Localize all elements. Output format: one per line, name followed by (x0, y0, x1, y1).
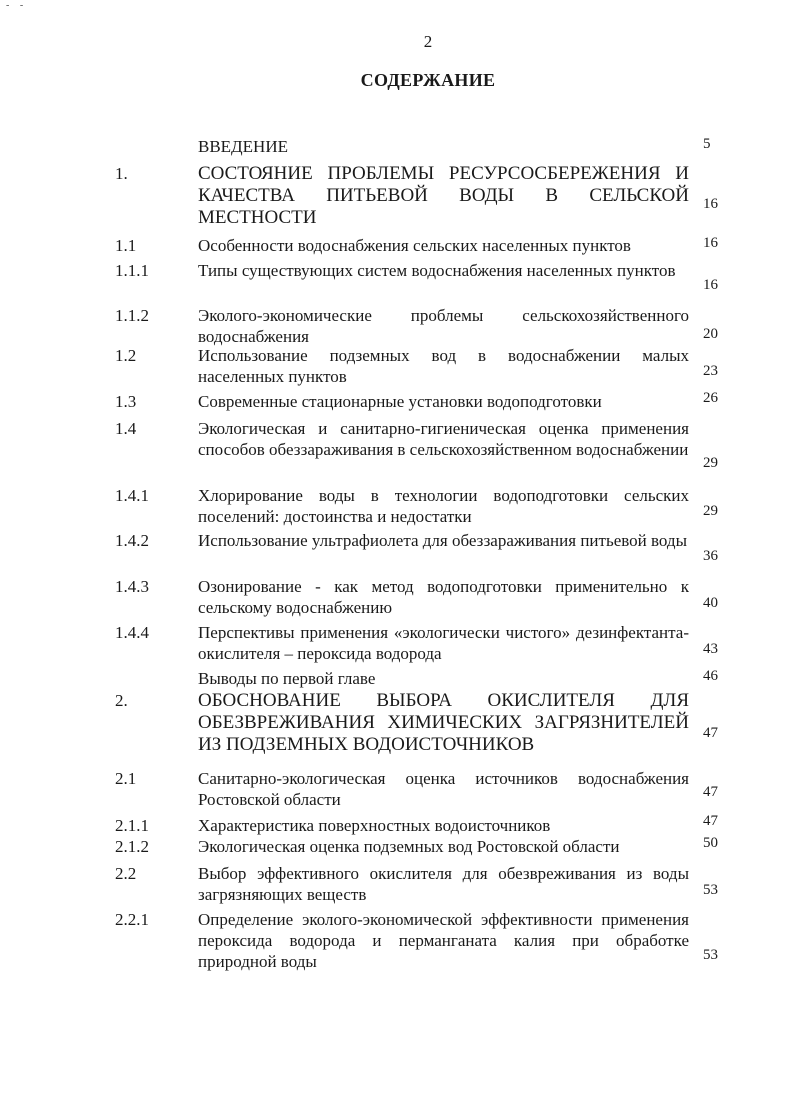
toc-entry-title: Типы существующих систем водоснабжения населенных пунктов (198, 261, 676, 280)
page-number: 2 (423, 32, 433, 51)
toc-entry-number: 2.2.1 (115, 910, 149, 929)
toc-entry-page: 40 (703, 595, 718, 611)
toc-entry-title: Использование подземных вод в водоснабжении малых населенных пунктов (198, 346, 689, 386)
toc-entry-page: 43 (703, 641, 718, 657)
page-title: СОДЕРЖАНИЕ (360, 70, 496, 90)
toc-entry-number: 2.1 (115, 769, 137, 788)
toc-entry-title: Характеристика поверхностных водоисточников (198, 816, 551, 835)
toc-entry-title: ОБОСНОВАНИЕ ВЫБОРА ОКИСЛИТЕЛЯ ДЛЯ ОБЕЗВРЕЖИВАНИЯ ХИМИЧЕСКИХ ЗАГРЯЗНИТЕЛЕЙ ИЗ ПОДЗЕМНЫХ ВОДОИСТОЧНИКОВ (198, 690, 689, 755)
toc-entry-page: 47 (703, 725, 718, 741)
toc-entry-number: 2. (115, 691, 128, 710)
toc-entry-number: 2.2 (115, 864, 137, 883)
toc-entry-page: 47 (703, 784, 718, 800)
toc-entry-number: 2.1.1 (115, 816, 149, 835)
toc-entry-page: 29 (703, 455, 718, 471)
toc-entry-page: 16 (703, 196, 718, 212)
toc-entry-title: ВВЕДЕНИЕ (198, 137, 288, 156)
toc-entry-number: 1.1.1 (115, 261, 149, 280)
toc-entry-page: 36 (703, 548, 718, 564)
toc-entry-title: Современные стационарные установки водоподготовки (198, 392, 602, 411)
toc-entry-page: 53 (703, 882, 718, 898)
toc-entry-number: 1.1.2 (115, 306, 149, 325)
toc-entry-number: 1.4.2 (115, 531, 149, 550)
toc-entry-page: 29 (703, 503, 718, 519)
toc-entry-title: Эколого-экономические проблемы сельскохозяйственного водоснабжения (198, 306, 689, 346)
toc-entry-page: 26 (703, 390, 718, 406)
toc-entry-page: 16 (703, 277, 718, 293)
toc-entry-title: Санитарно-экологическая оценка источников водоснабжения Ростовской области (198, 769, 689, 809)
toc-entry-title: Выбор эффективного окислителя для обезвреживания из воды загрязняющих веществ (198, 864, 689, 904)
toc-entry-number: 1. (115, 164, 128, 183)
toc-entry-title: Особенности водоснабжения сельских населенных пунктов (198, 236, 631, 255)
toc-entry-title: СОСТОЯНИЕ ПРОБЛЕМЫ РЕСУРСОСБЕРЕЖЕНИЯ И КАЧЕСТВА ПИТЬЕВОЙ ВОДЫ В СЕЛЬСКОЙ МЕСТНОСТИ (198, 163, 689, 228)
toc-entry-title: Хлорирование воды в технологии водоподготовки сельских поселений: достоинства и недостатки (198, 486, 689, 526)
toc-entry-page: 23 (703, 363, 718, 379)
toc-entry-page: 50 (703, 835, 718, 851)
toc-entry-page: 16 (703, 235, 718, 251)
toc-entry-number: 1.2 (115, 346, 137, 365)
toc-entry-number: 1.4.4 (115, 623, 149, 642)
toc-entry-number: 1.1 (115, 236, 137, 255)
toc-entry-page: 20 (703, 326, 718, 342)
toc-entry-number: 1.3 (115, 392, 137, 411)
toc-entry-number: 1.4.1 (115, 486, 149, 505)
toc-entry-page: 5 (703, 136, 711, 152)
toc-entry-page: 47 (703, 813, 718, 829)
toc-entry-title: Определение эколого-экономической эффективности применения пероксида водорода и перманганата калия при обработке природной воды (198, 910, 689, 971)
toc-entry-title: Выводы по первой главе (198, 669, 376, 688)
toc-entry-title: Экологическая и санитарно-гигиеническая оценка применения способов обеззараживания в сельскохозяйственном водоснабжении (198, 419, 689, 459)
toc-entry-page: 46 (703, 668, 718, 684)
toc-entry-number: 1.4 (115, 419, 137, 438)
toc-entry-title: Использование ультрафиолета для обеззараживания питьевой воды (198, 531, 687, 550)
toc-entry-title: Перспективы применения «экологически чистого» дезинфектанта-окислителя – пероксида водорода (198, 623, 689, 663)
toc-entry-title: Озонирование - как метод водоподготовки применительно к сельскому водоснабжению (198, 577, 689, 617)
toc-entry-number: 2.1.2 (115, 837, 149, 856)
scan-corner-mark: - - (6, 0, 28, 11)
toc-entry-number: 1.4.3 (115, 577, 149, 596)
toc-entry-title: Экологическая оценка подземных вод Ростовской области (198, 837, 620, 856)
toc-entry-page: 53 (703, 947, 718, 963)
